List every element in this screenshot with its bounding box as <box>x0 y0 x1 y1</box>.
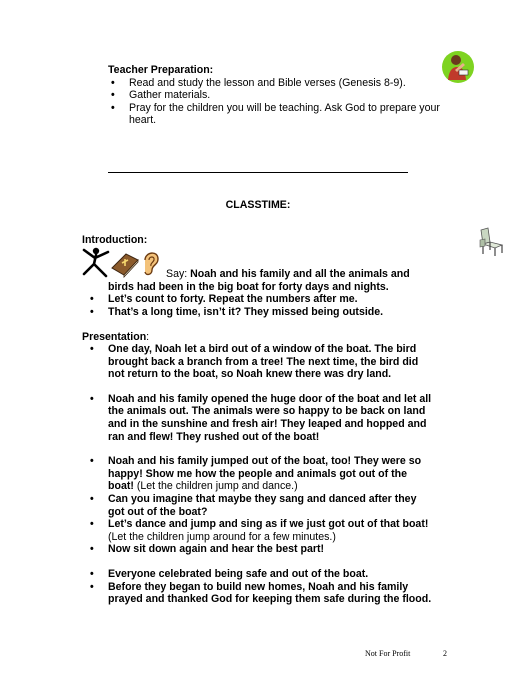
list-item: • Pray for the children you will be teaching. Ask God to prepare your heart. <box>108 102 448 127</box>
introduction-section <box>108 268 428 318</box>
say-text: Noah and his family and all the animals and birds had been in the big boat for forty days and nights. <box>108 268 410 293</box>
footer-text: Not For Profit <box>365 649 411 658</box>
page-number: 2 <box>443 649 447 658</box>
say-label: Say: <box>166 268 188 280</box>
list-item: • Gather materials. <box>108 89 448 102</box>
presentation-heading-colon: : <box>146 331 150 343</box>
presentation-heading <box>82 331 149 344</box>
list-item: • That’s a long time, isn’t it? They missed being outside. <box>87 306 428 319</box>
presentation-list <box>87 343 432 606</box>
introduction-say <box>108 268 428 293</box>
introduction-list <box>87 293 428 318</box>
teacher-preparation-section <box>108 64 448 127</box>
introduction-heading: Introduction: <box>82 234 148 246</box>
list-item: • One day, Noah let a bird out of a window of the boat. The bird brought back a branch from a tree! The next time, the bird did not return to the boat, so Noah knew there was dry land. <box>87 343 432 381</box>
list-item: • Now sit down again and hear the best part! <box>87 543 432 556</box>
list-item: • Noah and his family jumped out of the boat, too! They were so happy! Show me how the people and animals got out of the boat! (Let the children jump and dance.) <box>87 455 432 493</box>
teacher-preparation-list <box>108 77 448 127</box>
teacher-praying-icon <box>441 50 475 84</box>
list-item: • Everyone celebrated being safe and out of the boat. <box>87 568 432 581</box>
presentation-section <box>87 343 432 606</box>
list-item: • Let’s dance and jump and sing as if we just got out of that boat! (Let the children jump around for a few minutes.) <box>87 518 432 543</box>
list-item: • Read and study the lesson and Bible verses (Genesis 8-9). <box>108 77 448 90</box>
list-item: • Before they began to build new homes, Noah and his family prayed and thanked God for keeping them safe during the flood. <box>87 581 432 606</box>
chair-icon <box>476 226 506 258</box>
list-item: • Let’s count to forty. Repeat the numbers after me. <box>87 293 428 306</box>
classtime-heading: CLASSTIME: <box>225 199 291 211</box>
section-divider <box>108 172 408 173</box>
teacher-preparation-heading: Teacher Preparation: <box>108 64 214 76</box>
list-item: • Noah and his family opened the huge door of the boat and let all the animals out. The animals were so happy to be back on land and in the sunshine and fresh air! They leaped and hopped and ran and flew! They rushed out of the boat! <box>87 393 432 443</box>
presentation-heading-text: Presentation <box>82 331 147 343</box>
list-item: • Can you imagine that maybe they sang and danced after they got out of the boat? <box>87 493 432 518</box>
